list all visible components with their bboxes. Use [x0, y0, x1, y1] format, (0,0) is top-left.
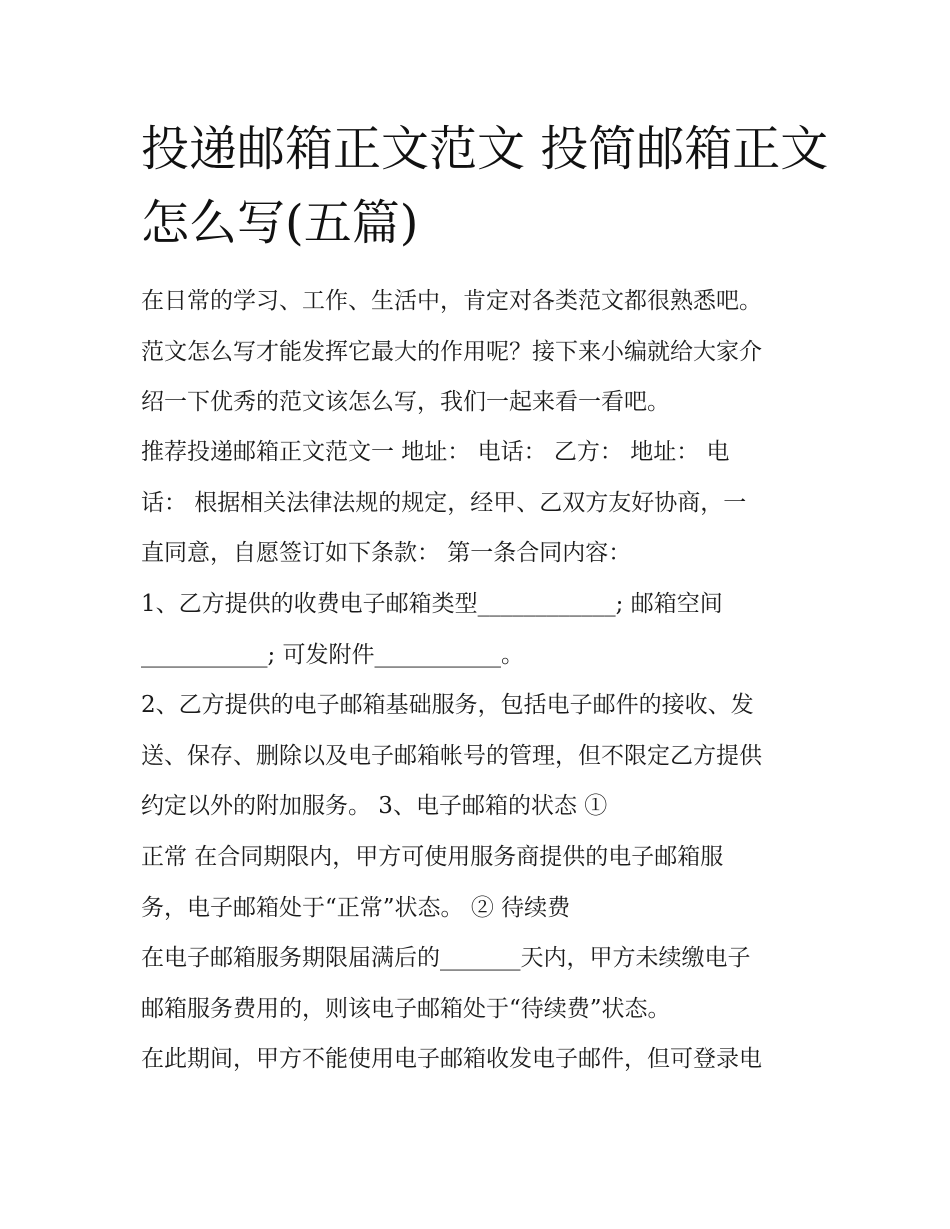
body-line: 在此期间，甲方不能使用电子邮箱收发电子邮件，但可登录电 [141, 1046, 762, 1072]
body-line: ___________; 可发附件___________。 [141, 642, 525, 668]
body-line: 在电子邮箱服务期限届满后的_______天内，甲方未续缴电子 [141, 945, 751, 971]
body-line: 直同意，自愿签订如下条款： 第一条合同内容： [141, 540, 632, 566]
body-line: 送、保存、删除以及电子邮箱帐号的管理，但不限定乙方提供 [141, 743, 762, 769]
body-line: 在日常的学习、工作、生活中，肯定对各类范文都很熟悉吧。 [141, 288, 762, 314]
body-line: 2、乙方提供的电子邮箱基础服务，包括电子邮件的接收、发 [141, 692, 754, 718]
body-line: 正常 在合同期限内，甲方可使用服务商提供的电子邮箱服 [141, 844, 724, 870]
body-line: 话： 根据相关法律法规的规定，经甲、乙双方友好协商，一 [141, 490, 747, 516]
body-line: 务，电子邮箱处于“正常”状态。 ② 待续费 [141, 895, 571, 921]
document-title: 投递邮箱正文范文 投简邮箱正文怎么写(五篇) [141, 121, 829, 251]
body-line: 推荐投递邮箱正文范文一 地址： 电话： 乙方： 地址： 电 [141, 439, 730, 465]
body-line: 约定以外的附加服务。 3、电子邮箱的状态 ① [141, 793, 608, 819]
body-line: 绍一下优秀的范文该怎么写，我们一起来看一看吧。 [141, 389, 670, 415]
body-line: 1、乙方提供的收费电子邮箱类型____________; 邮箱空间 [141, 591, 723, 617]
body-line: 邮箱服务费用的，则该电子邮箱处于“待续费”状态。 [141, 996, 671, 1022]
body-line: 范文怎么写才能发挥它最大的作用呢？接下来小编就给大家介 [141, 339, 762, 365]
